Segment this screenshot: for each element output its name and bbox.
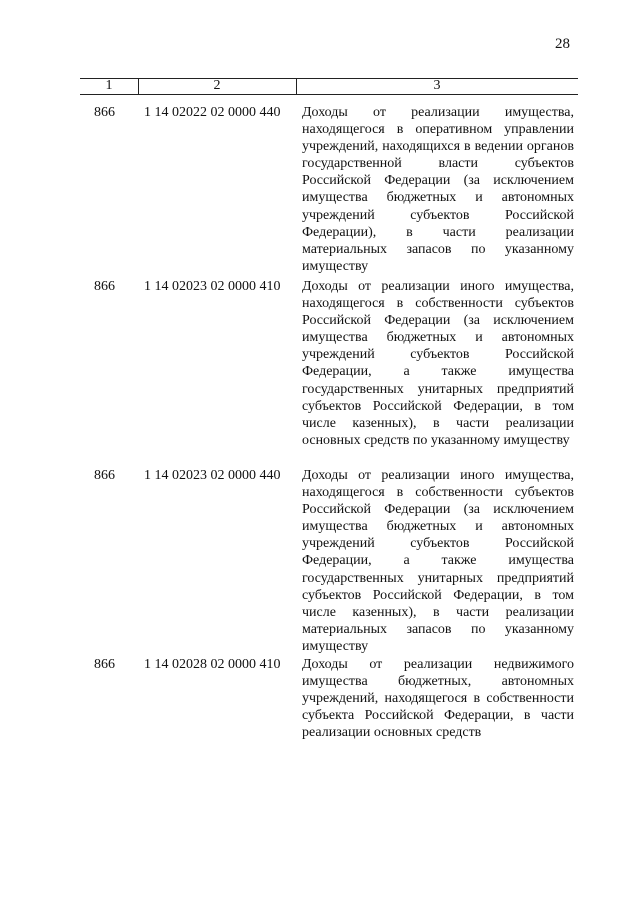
revenue-description-cell: Доходы от реализации имущества, находящегося в оперативном управлении учреждений, находящихся в ведении органов государственной власти субъектов Российской Федерации (за исключением имущества бюджетных и автономных учреждений субъектов Российской Федерации), в части реализации материальных запасов по указанному имуществу (302, 105, 574, 274)
admin-code-cell: 866 (94, 657, 115, 672)
table-header-col-3: 3 (433, 78, 441, 93)
admin-code-cell: 866 (94, 468, 115, 483)
revenue-description-cell: Доходы от реализации иного имущества, находящегося в собственности субъектов Российской Федерации (за исключением имущества бюджетных и автономных учреждений субъектов Российской Федерации, а также имущества государственных унитарных предприятий субъектов Российской Федерации, в том числе казенных), в части реализации материальных запасов по указанному имуществу (302, 468, 574, 654)
revenue-description-cell: Доходы от реализации иного имущества, находящегося в собственности субъектов Российской Федерации (за исключением имущества бюджетных и автономных учреждений субъектов Российской Федерации, а также имущества государственных унитарных предприятий субъектов Российской Федерации, в том числе казенных), в части реализации основных средств по указанному имуществу (302, 279, 574, 448)
table-header-col-2: 2 (213, 78, 221, 93)
revenue-code-cell: 1 14 02023 02 0000 440 (144, 468, 281, 483)
revenue-code-cell: 1 14 02022 02 0000 440 (144, 105, 281, 120)
revenue-code-cell: 1 14 02023 02 0000 410 (144, 279, 281, 294)
table-header-col-1: 1 (105, 78, 113, 93)
revenue-code-cell: 1 14 02028 02 0000 410 (144, 657, 281, 672)
admin-code-cell: 866 (94, 279, 115, 294)
page-number: 28 (555, 36, 570, 52)
revenue-description-cell: Доходы от реализации недвижимого имущества бюджетных, автономных учреждений, находящегося в собственности субъекта Российской Федерации, в части реализации основных средств (302, 657, 574, 741)
admin-code-cell: 866 (94, 105, 115, 120)
table-header-bottom-border (80, 94, 578, 95)
